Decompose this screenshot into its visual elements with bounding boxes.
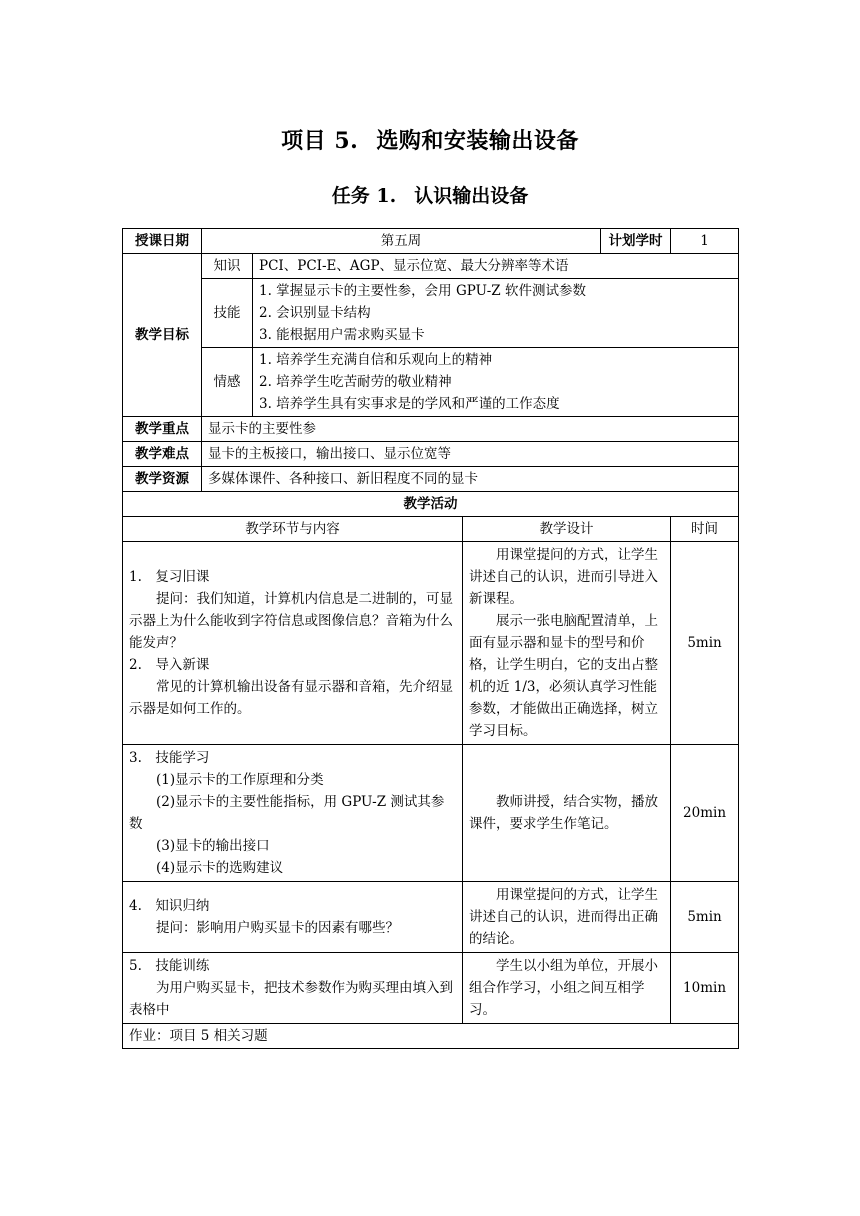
knowledge-label: 知识 <box>202 254 253 279</box>
knowledge-value: PCI、PCI-E、AGP、显示位宽、最大分辨率等术语 <box>253 254 739 279</box>
activity-content <box>123 745 463 882</box>
goals-label: 教学目标 <box>123 254 202 417</box>
emotion-row <box>123 348 739 417</box>
key-point-row <box>123 417 739 442</box>
design-text: 用课堂提问的方式，让学生讲述自己的认识，进而引导进入新课程。 <box>469 547 658 607</box>
key-label: 教学重点 <box>123 417 202 442</box>
skill-item: 2. 会识别显卡结构 <box>259 305 371 321</box>
date-label: 授课日期 <box>123 229 202 254</box>
col-design-header: 教学设计 <box>463 517 671 542</box>
activity-text: 为用户购买显卡，把技术参数作为购买理由填入到表格中 <box>129 980 453 1018</box>
activity-heading: 1. 复习旧课 <box>129 569 210 585</box>
activity-text: 提问：我们知道，计算机内信息是二进制的，可显示器上为什么能收到字符信息或图像信息？音箱为什么能发声？ <box>129 591 453 651</box>
emotion-item: 2. 培养学生吃苦耐劳的敬业精神 <box>259 374 452 390</box>
skill-items <box>253 279 739 348</box>
activity-content <box>123 882 463 953</box>
title-number: 项目 5. <box>281 128 359 154</box>
design-text: 学生以小组为单位，开展小组合作学习，小组之间互相学习。 <box>469 958 658 1018</box>
homework: 作业：项目 5 相关习题 <box>123 1024 739 1049</box>
activity-row <box>123 745 739 882</box>
subtitle-number: 任务 1. <box>331 185 397 207</box>
key-value: 显示卡的主要性参 <box>202 417 739 442</box>
resource-row <box>123 467 739 492</box>
activity-text: 常见的计算机输出设备有显示器和音箱，先介绍显示器是如何工作的。 <box>129 679 453 717</box>
activity-time: 20min <box>671 745 739 882</box>
activity-design <box>463 953 671 1024</box>
activity-design <box>463 542 671 745</box>
activity-row <box>123 882 739 953</box>
page-subtitle <box>0 181 860 208</box>
activity-list-item: (2)显示卡的主要性能指标，用 GPU-Z 测试其参数 <box>129 794 445 832</box>
hours-value: 1 <box>671 229 739 254</box>
knowledge-row <box>123 254 739 279</box>
resource-label: 教学资源 <box>123 467 202 492</box>
activity-time: 5min <box>671 882 739 953</box>
activity-time: 5min <box>671 542 739 745</box>
activity-list-item: (1)显示卡的工作原理和分类 <box>156 772 324 788</box>
activity-list-item: (3)显卡的输出接口 <box>156 838 270 854</box>
activity-content <box>123 953 463 1024</box>
activity-heading: 3. 技能学习 <box>129 750 210 766</box>
activities-header-row <box>123 492 739 517</box>
activity-list-item: (4)显示卡的选购建议 <box>156 860 284 876</box>
activities-columns-row <box>123 517 739 542</box>
date-row <box>123 229 739 254</box>
activity-row <box>123 542 739 745</box>
date-value: 第五周 <box>202 229 601 254</box>
difficulty-label: 教学难点 <box>123 442 202 467</box>
activity-time: 10min <box>671 953 739 1024</box>
activity-content <box>123 542 463 745</box>
emotion-item: 3. 培养学生具有实事求是的学风和严谨的工作态度 <box>259 396 560 412</box>
lesson-plan-table <box>122 228 739 1049</box>
activity-heading: 5. 技能训练 <box>129 958 210 974</box>
subtitle-text: 认识输出设备 <box>414 185 529 207</box>
activity-design <box>463 745 671 882</box>
difficulty-row <box>123 442 739 467</box>
homework-row <box>123 1024 739 1049</box>
skill-item: 3. 能根据用户需求购买显卡 <box>259 327 425 343</box>
design-text: 用课堂提问的方式，让学生讲述自己的认识，进而得出正确的结论。 <box>469 887 658 947</box>
title-text: 选购和安装输出设备 <box>376 128 579 154</box>
activity-row <box>123 953 739 1024</box>
col-time-header: 时间 <box>671 517 739 542</box>
difficulty-value: 显卡的主板接口，输出接口、显示位宽等 <box>202 442 739 467</box>
resource-value: 多媒体课件、各种接口、新旧程度不同的显卡 <box>202 467 739 492</box>
activity-design <box>463 882 671 953</box>
hours-label: 计划学时 <box>601 229 671 254</box>
design-text: 教师讲授，结合实物，播放课件，要求学生作笔记。 <box>469 794 658 832</box>
page-title <box>0 124 860 155</box>
activity-text: 提问：影响用户购买显卡的因素有哪些？ <box>156 920 399 936</box>
skill-row <box>123 279 739 348</box>
activities-header: 教学活动 <box>123 492 739 517</box>
design-text: 展示一张电脑配置清单，上面有显示器和显卡的型号和价格，让学生明白，它的支出占整机的近 1/3，必须认真学习性能参数，才能做出正确选择，树立学习目标。 <box>469 613 658 739</box>
activity-heading: 2. 导入新课 <box>129 657 210 673</box>
col-content-header: 教学环节与内容 <box>123 517 463 542</box>
skill-label: 技能 <box>202 279 253 348</box>
emotion-items <box>253 348 739 417</box>
emotion-item: 1. 培养学生充满自信和乐观向上的精神 <box>259 352 493 368</box>
emotion-label: 情感 <box>202 348 253 417</box>
skill-item: 1. 掌握显示卡的主要性参，会用 GPU-Z 软件测试参数 <box>259 283 586 299</box>
activity-heading: 4. 知识归纳 <box>129 898 210 914</box>
